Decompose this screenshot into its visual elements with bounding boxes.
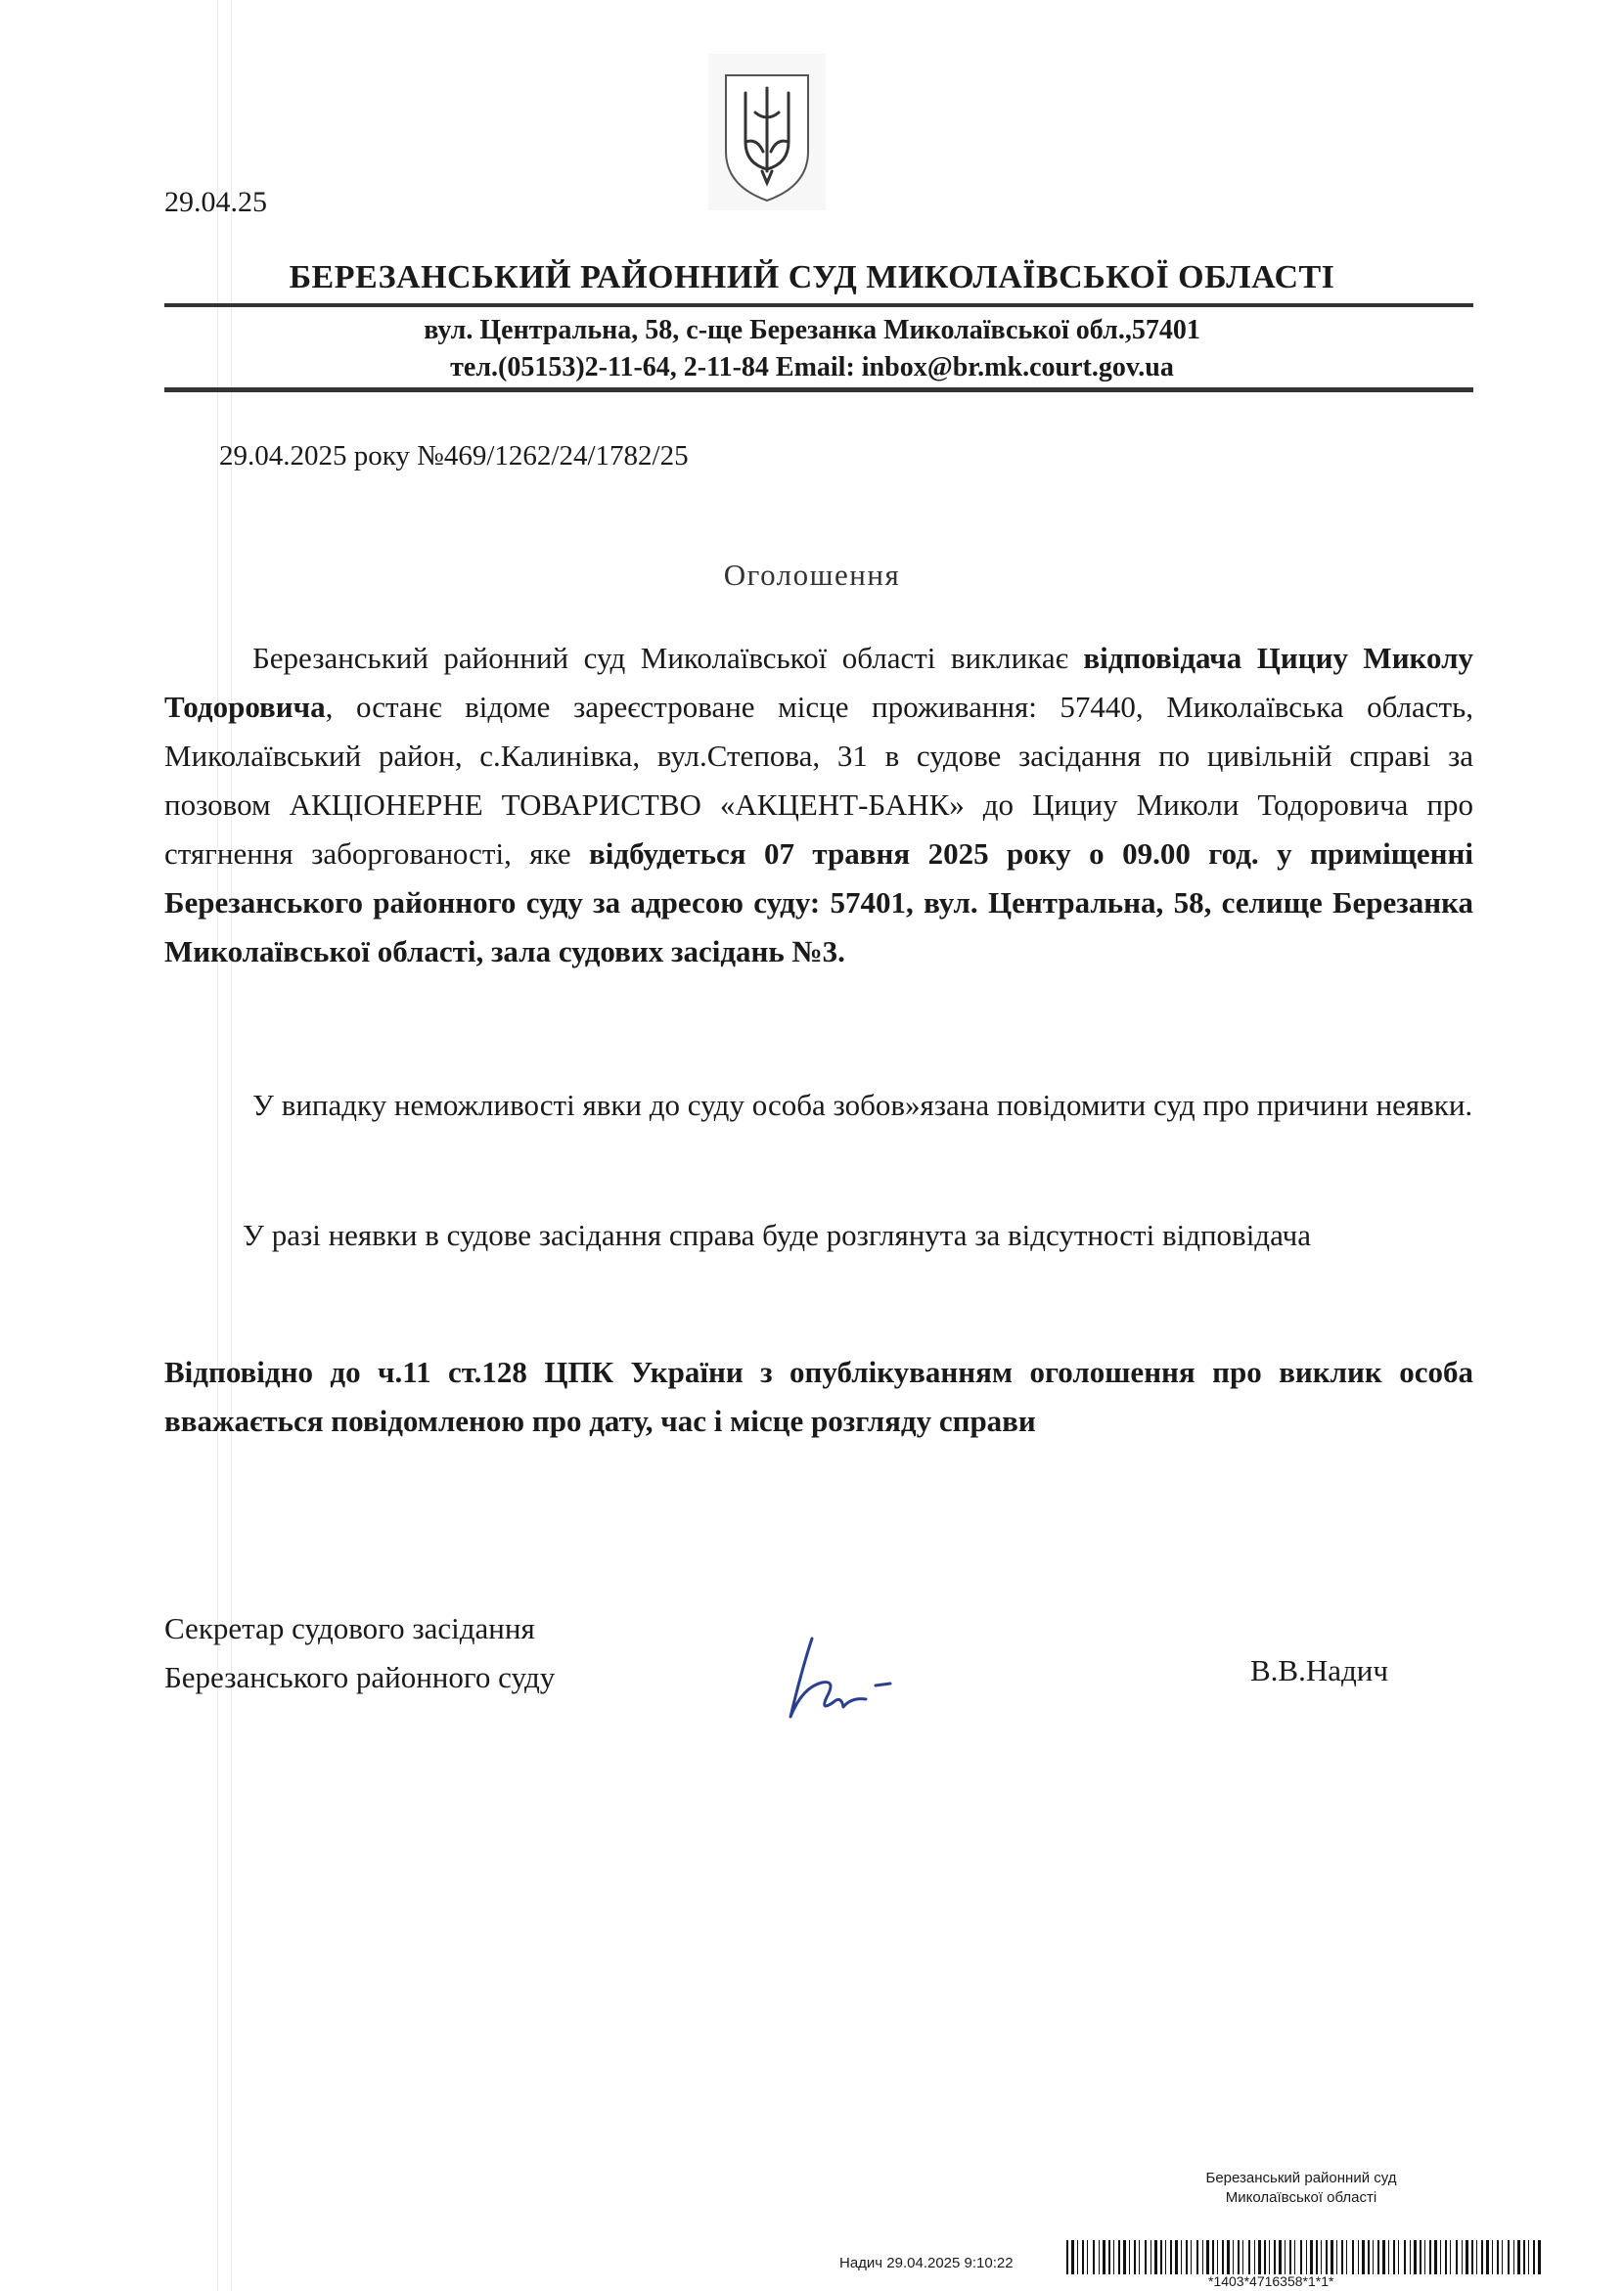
- stamp-court-line: Березанський районний суд: [1205, 2170, 1397, 2186]
- court-address: вул. Центральна, 58, с-ще Березанка Миколаївської обл.,57401: [424, 315, 1200, 345]
- obligation-paragraph: У випадку неможливості явки до суду особа зобов»язана повідомити суд про причини неявки.: [252, 1088, 1473, 1122]
- document-date: 29.04.25: [164, 186, 267, 218]
- defendant-name: відповідача Цициу Миколу Тодоровича: [164, 641, 1473, 724]
- signatory-name: В.В.Надич: [1250, 1653, 1388, 1687]
- stamp-court-line: Миколаївської області: [1225, 2189, 1377, 2206]
- barcode: [1066, 2240, 1544, 2274]
- paragraph-text: , останє відоме зареєстроване місце проживання: 57440, Миколаївська область, Миколаївський район, с.Калинівка, вул.Степова, 31 в судове засідання по цивільній справі за позовом АКЦІОНЕРНЕ ТОВАРИСТВО «АКЦЕНТ-БАНК» до Цициу Миколи Тодоровича про стягнення заборгованості, яке: [164, 690, 1473, 871]
- hearing-details: відбудеться 07 травня 2025 року о 09.00 год. у приміщенні Березанського районного суду за адресою суду: 57401, вул. Центральна, 58, селище Березанка Миколаївської області, зала судових засідань №3.: [164, 836, 1473, 968]
- legal-notice-paragraph: Відповідно до ч.11 ст.128 ЦПК України з опублікуванням оголошення про виклик особа вважається повідомленою про дату, час і місце розгляду справи: [164, 1355, 1473, 1438]
- paragraph-text: Березанський районний суд Миколаївської області викликає: [252, 641, 1084, 675]
- stamp-timestamp: Надич 29.04.2025 9:10:22: [839, 2255, 1014, 2271]
- handwritten-signature: [783, 1629, 910, 1727]
- announcement-paragraph: [164, 634, 1473, 976]
- signatory-position-line: Секретар судового засідання: [164, 1611, 535, 1645]
- barcode-number: *1403*4716358*1*1*: [1208, 2273, 1334, 2289]
- page-title: Оголошення: [723, 558, 901, 592]
- court-contacts: тел.(05153)2-11-64, 2-11-84 Email: inbox@br.mk.court.gov.ua: [450, 352, 1174, 382]
- header-divider: [164, 303, 1473, 307]
- court-name-heading: БЕРЕЗАНСЬКИЙ РАЙОННИЙ СУД МИКОЛАЇВСЬКОЇ ОБЛАСТІ: [289, 259, 1335, 295]
- absence-paragraph: У разі неявки в судове засідання справа буде розглянута за відсутності відповідача: [243, 1218, 1311, 1252]
- header-divider: [164, 387, 1473, 392]
- reference-number: 29.04.2025 року №469/1262/24/1782/25: [219, 440, 689, 472]
- signatory-position: [164, 1604, 555, 1702]
- trident-coat-of-arms-icon: [708, 54, 826, 210]
- signatory-position-line: Березанського районного суду: [164, 1660, 556, 1694]
